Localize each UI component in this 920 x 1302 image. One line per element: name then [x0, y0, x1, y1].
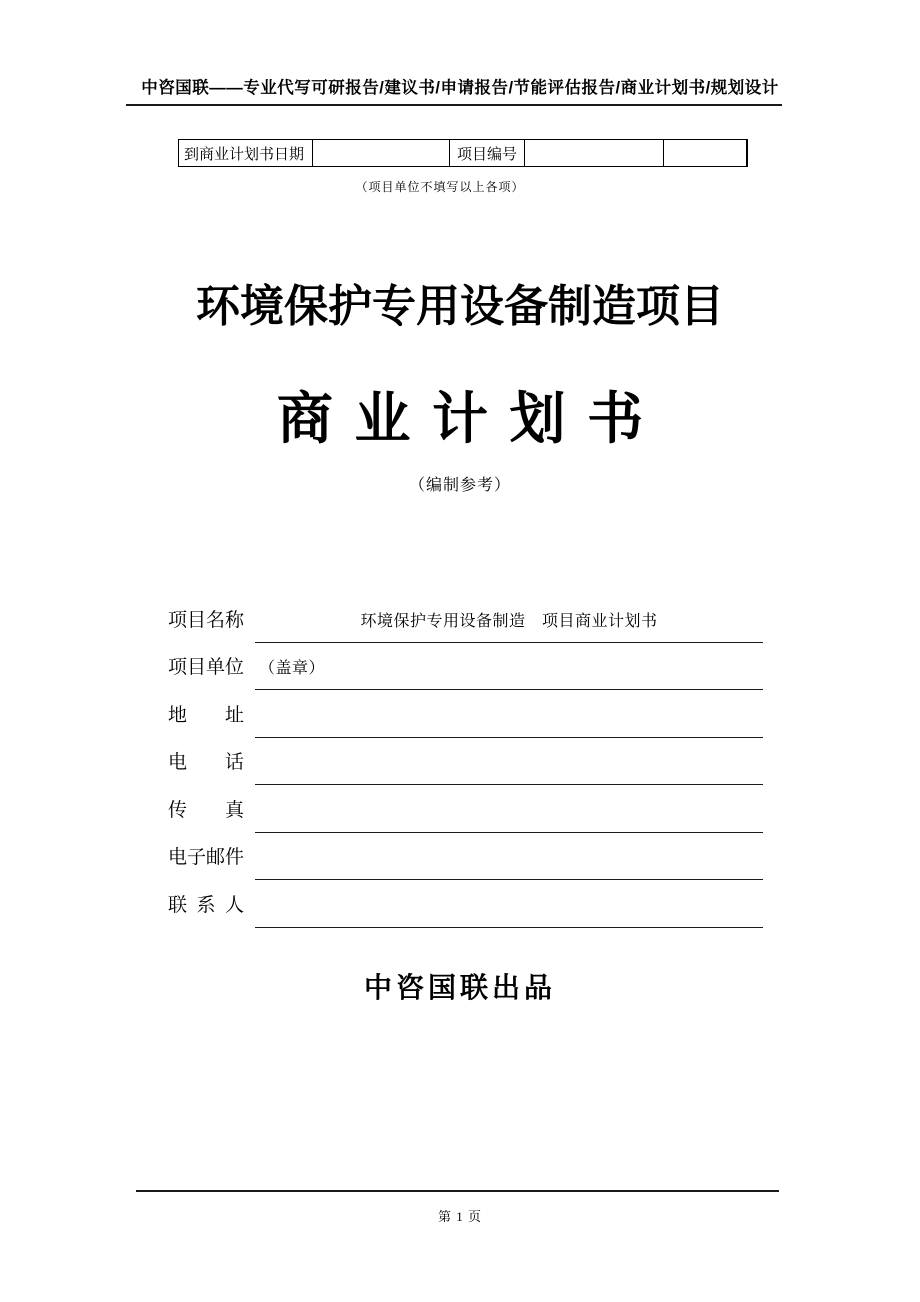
address-field — [255, 690, 763, 738]
project-number-label-cell: 项目编号 — [450, 140, 525, 166]
phone-label: 电话 — [168, 752, 244, 773]
project-unit-value: （盖章） — [259, 660, 326, 677]
table-end-cell — [664, 140, 747, 166]
form-row-project-name — [168, 595, 763, 643]
project-unit-field — [255, 643, 763, 691]
page-number: 第 1 页 — [437, 1209, 482, 1224]
project-name-label: 项目名称 — [168, 609, 245, 631]
cover-form — [168, 595, 763, 928]
contact-label: 联系人 — [168, 894, 244, 916]
form-row-phone — [168, 738, 763, 786]
phone-field — [255, 738, 763, 786]
project-title: 环境保护专用设备制造项目 — [196, 282, 724, 331]
form-row-contact — [168, 880, 763, 928]
fax-label: 传真 — [168, 799, 244, 821]
contact-value — [255, 915, 259, 927]
email-label: 电子邮件 — [168, 847, 245, 868]
form-row-email — [168, 833, 763, 881]
project-name-value: 环境保护专用设备制造 项目商业计划书 — [360, 612, 658, 630]
fax-field — [255, 785, 763, 833]
phone-value — [255, 772, 259, 784]
project-unit-label: 项目单位 — [168, 657, 245, 678]
table-note: （项目单位不填写以上各项） — [355, 180, 525, 194]
email-value — [255, 867, 259, 879]
date-entry-cells — [313, 140, 450, 166]
info-table — [178, 139, 748, 167]
form-row-address — [168, 690, 763, 738]
date-label-cell: 到商业计划书日期 — [179, 140, 313, 166]
project-name-field — [255, 595, 763, 643]
project-number-value-cell — [525, 140, 664, 166]
address-label: 地址 — [168, 704, 244, 726]
fax-value — [255, 820, 259, 832]
document-subtitle: （编制参考） — [408, 477, 511, 494]
publisher-line: 中咨国联出品 — [363, 973, 556, 1004]
header-rule — [126, 104, 782, 106]
contact-field — [255, 880, 763, 928]
form-row-project-unit — [168, 643, 763, 691]
address-value — [255, 725, 259, 737]
email-field — [255, 833, 763, 881]
footer-rule — [136, 1190, 779, 1192]
form-row-fax — [168, 785, 763, 833]
document-title: 商 业 计 划 书 — [276, 387, 644, 450]
page-header: 中咨国联——专业代写可研报告/建议书/申请报告/节能评估报告/商业计划书/规划设计 — [141, 79, 779, 97]
